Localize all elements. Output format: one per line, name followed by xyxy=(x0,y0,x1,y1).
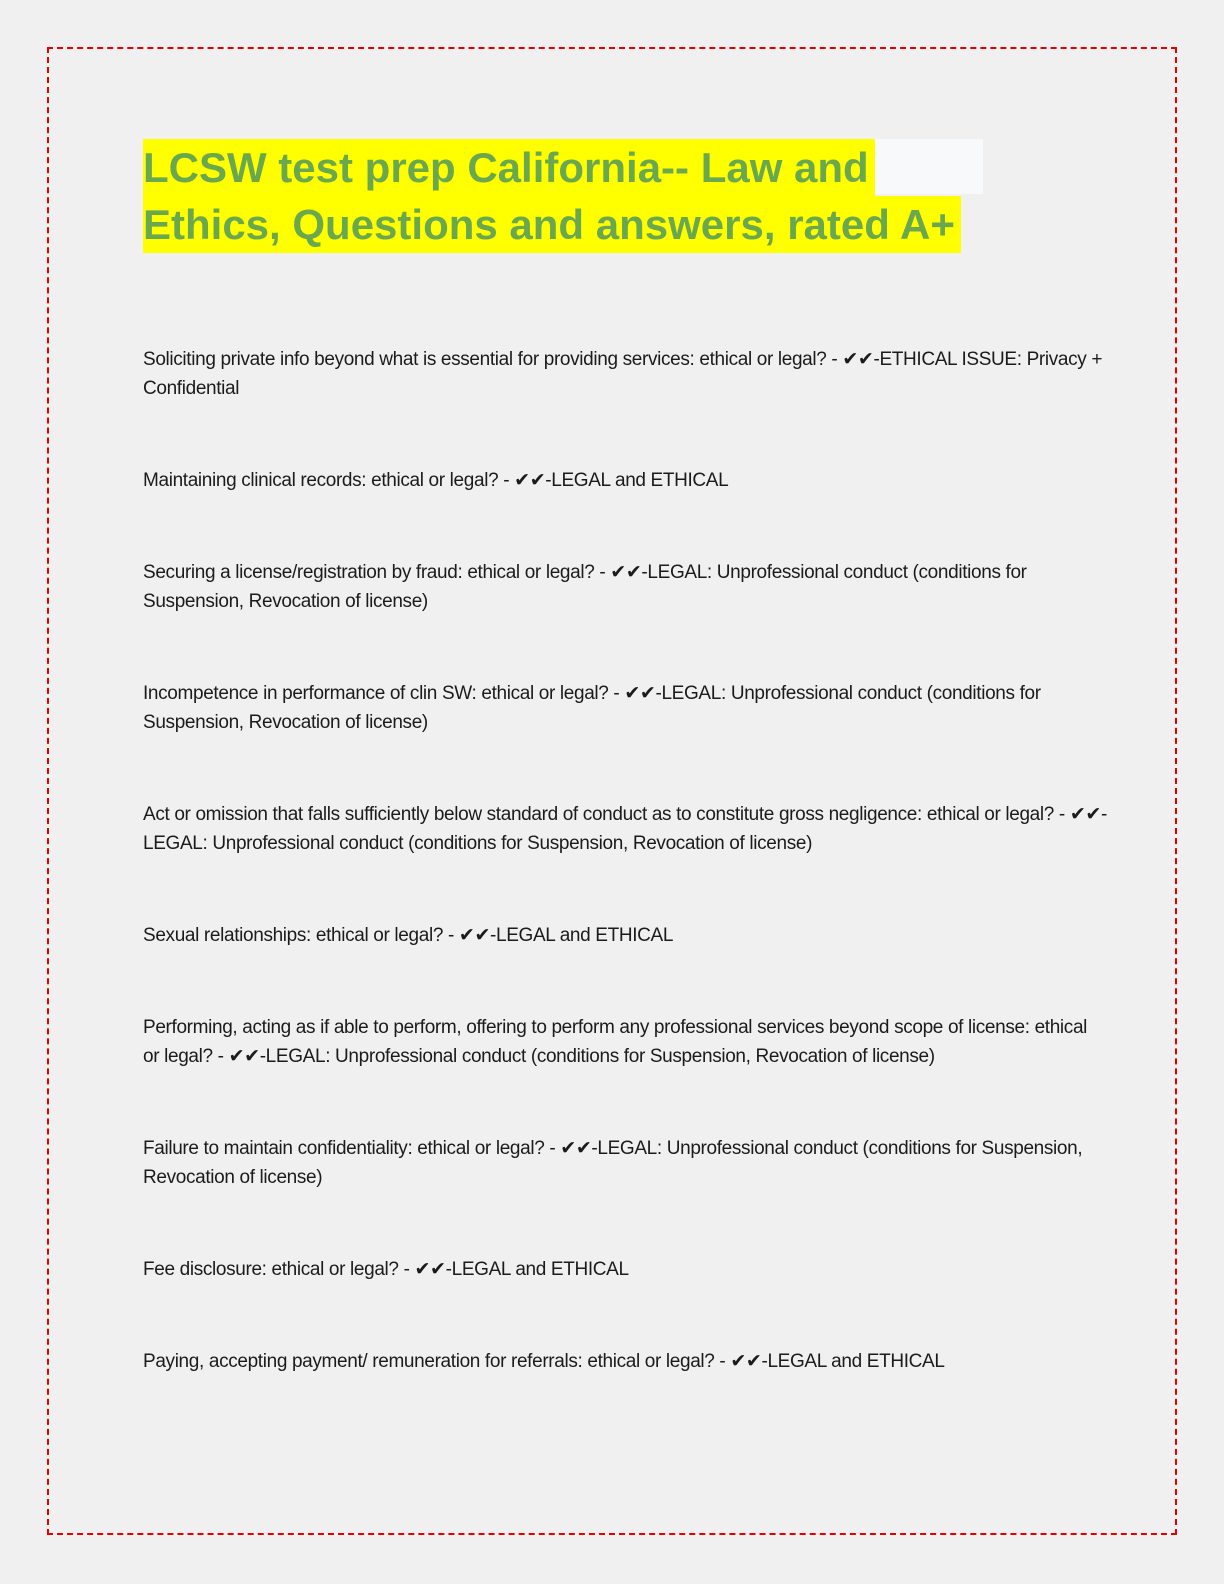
document-title-line-1-wrap xyxy=(143,139,1108,196)
document-content xyxy=(143,139,1108,1439)
qa-item: Fee disclosure: ethical or legal? - ✔✔-LEGAL and ETHICAL xyxy=(143,1259,629,1280)
qa-item: Securing a license/registration by fraud: ethical or legal? - ✔✔-LEGAL: Unprofessional conduct (conditions for Suspension, Revocation of license) xyxy=(143,562,1027,612)
qa-item: Paying, accepting payment/ remuneration for referrals: ethical or legal? - ✔✔-LEGAL and ETHICAL xyxy=(143,1351,945,1372)
qa-item: Act or omission that falls sufficiently below standard of conduct as to constitute gross negligence: ethical or legal? - ✔✔-LEGAL: Unprofessional conduct (conditions for Suspension, Revocation of license) xyxy=(143,804,1107,854)
qa-item: Sexual relationships: ethical or legal? - ✔✔-LEGAL and ETHICAL xyxy=(143,925,674,946)
qa-item: Performing, acting as if able to perform, offering to perform any professional services beyond scope of license: ethical or legal? - ✔✔-LEGAL: Unprofessional conduct (conditions for Suspension, Revocation of license) xyxy=(143,1017,1088,1067)
document-title-line-2-wrap xyxy=(143,196,1108,253)
qa-item: Incompetence in performance of clin SW: ethical or legal? - ✔✔-LEGAL: Unprofessional conduct (conditions for Suspension, Revocation of license) xyxy=(143,683,1041,733)
qa-item: Soliciting private info beyond what is essential for providing services: ethical or legal? - ✔✔-ETHICAL ISSUE: Privacy + Confidential xyxy=(143,349,1103,399)
document-title-line1: LCSW test prep California-- Law and xyxy=(143,139,875,196)
document-title-line2: Ethics, Questions and answers, rated A+ xyxy=(143,196,961,253)
document-title xyxy=(143,139,1108,253)
qa-item: Maintaining clinical records: ethical or legal? - ✔✔-LEGAL and ETHICAL xyxy=(143,470,729,491)
qa-list xyxy=(143,345,1108,1376)
title-highlight-gap xyxy=(875,139,983,194)
qa-item: Failure to maintain confidentiality: ethical or legal? - ✔✔-LEGAL: Unprofessional conduct (conditions for Suspension, Revocation of license) xyxy=(143,1138,1083,1188)
